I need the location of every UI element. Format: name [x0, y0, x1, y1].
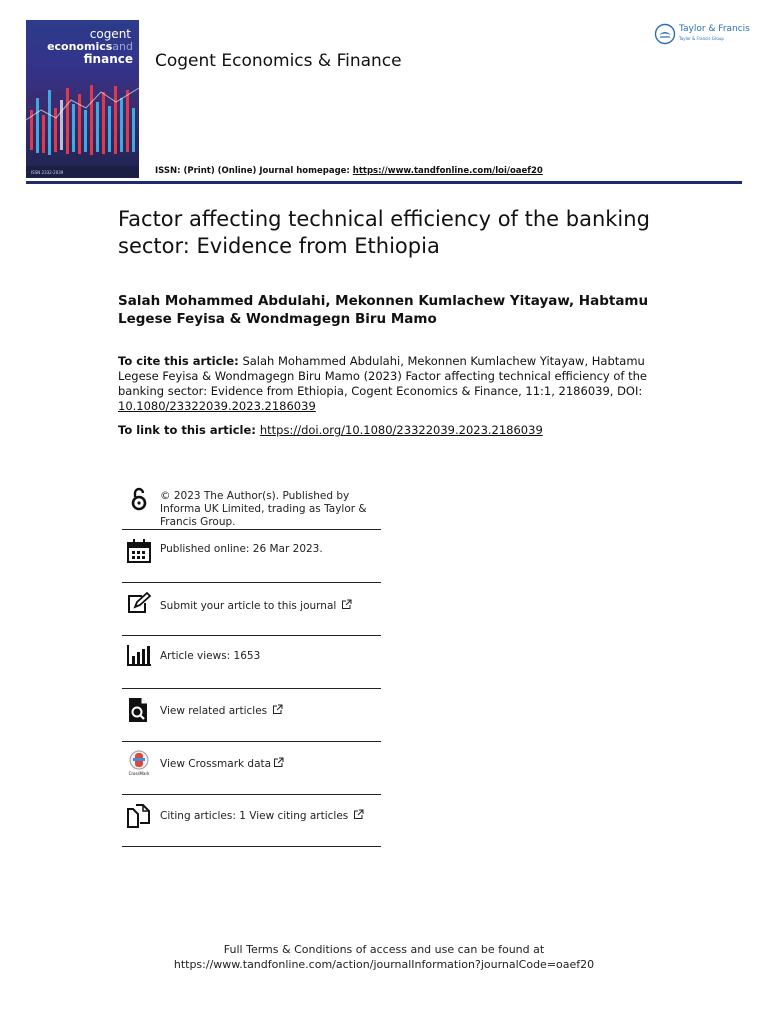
terms-footer — [0, 942, 768, 972]
terms-url[interactable]: https://www.tandfonline.com/action/journalInformation?journalCode=oaef20 — [173, 958, 595, 971]
external-link-icon — [341, 599, 352, 610]
terms-text: Full Terms & Conditions of access and use can be found at — [223, 943, 545, 956]
open-access-row — [122, 484, 381, 530]
open-access-icon — [126, 486, 152, 512]
citation-label: To cite this article: — [118, 354, 239, 368]
link-label: To link to this article: — [118, 423, 256, 437]
published-row — [122, 530, 381, 583]
issn-homepage-line: ISSN: (Print) (Online) Journal homepage: https://www.tandfonline.com/loi/oaef20 — [155, 166, 543, 176]
article-doi-url[interactable]: https://doi.org/10.1080/23322039.2023.2186039 — [259, 423, 543, 437]
submit-article-link[interactable]: Submit your article to this journal — [160, 600, 337, 612]
publisher-name: Taylor & Francis — [679, 24, 750, 34]
citing-articles-row[interactable] — [122, 795, 381, 848]
external-link-icon — [272, 704, 283, 715]
published-date: Published online: 26 Mar 2023. — [160, 543, 323, 555]
crossmark-row[interactable] — [122, 742, 381, 795]
calendar-icon — [126, 538, 152, 564]
edit-icon — [126, 591, 152, 617]
external-link-icon — [273, 757, 284, 768]
article-link-line — [118, 423, 543, 437]
header-rule — [26, 181, 742, 184]
citing-articles-link[interactable]: Citing articles: 1 View citing articles — [160, 810, 349, 822]
citation-text: Salah Mohammed Abdulahi, Mekonnen Kumlachew Yitayaw, Habtamu Legese Feyisa & Wondmagegn Biru Mamo (2023) Factor affecting technical efficiency of the banking sector: Evidence from Ethiopia, Cogent Economics & Finance, 11:1, 2186039, DOI: — [118, 354, 648, 398]
crossmark-icon: CrossMark — [126, 750, 152, 776]
copyright-text: © 2023 The Author(s). Published by Informa UK Limited, trading as Taylor & Francis Group. — [160, 490, 367, 528]
article-authors: Salah Mohammed Abdulahi, Mekonnen Kumlachew Yitayaw, Habtamu Legese Feyisa & Wondmagegn Biru Mamo — [118, 293, 649, 327]
journal-homepage-link[interactable]: https://www.tandfonline.com/loi/oaef20 — [352, 166, 543, 176]
citation-block — [118, 354, 648, 414]
citing-documents-icon — [126, 803, 152, 829]
article-views-row — [122, 636, 381, 689]
cover-title-line3: finance — [83, 52, 133, 66]
article-title: Factor affecting technical efficiency of the banking sector: Evidence from Ethiopia — [118, 207, 650, 258]
cover-artwork — [26, 80, 139, 166]
citation-doi-link[interactable]: 10.1080/23322039.2023.2186039 — [118, 399, 316, 413]
crossmark-link[interactable]: View Crossmark data — [160, 758, 272, 770]
related-articles-row[interactable] — [122, 689, 381, 742]
cover-issn: ISSN 2332-2039 — [31, 170, 64, 175]
taylor-francis-logo-icon — [654, 23, 676, 45]
article-views: Article views: 1653 — [160, 650, 261, 662]
submit-article-row[interactable] — [122, 583, 381, 636]
related-search-icon — [126, 697, 152, 723]
journal-title: Cogent Economics & Finance — [155, 51, 402, 71]
external-link-icon — [353, 809, 364, 820]
cover-title-line2: economicsand — [47, 40, 133, 53]
journal-cover-image — [26, 20, 139, 178]
publisher-group: Taylor & Francis Group — [679, 36, 724, 41]
bar-chart-icon — [126, 643, 152, 669]
publisher-logo[interactable] — [654, 23, 754, 47]
related-articles-link[interactable]: View related articles — [160, 705, 268, 717]
cover-title-line1: cogent — [89, 27, 131, 41]
